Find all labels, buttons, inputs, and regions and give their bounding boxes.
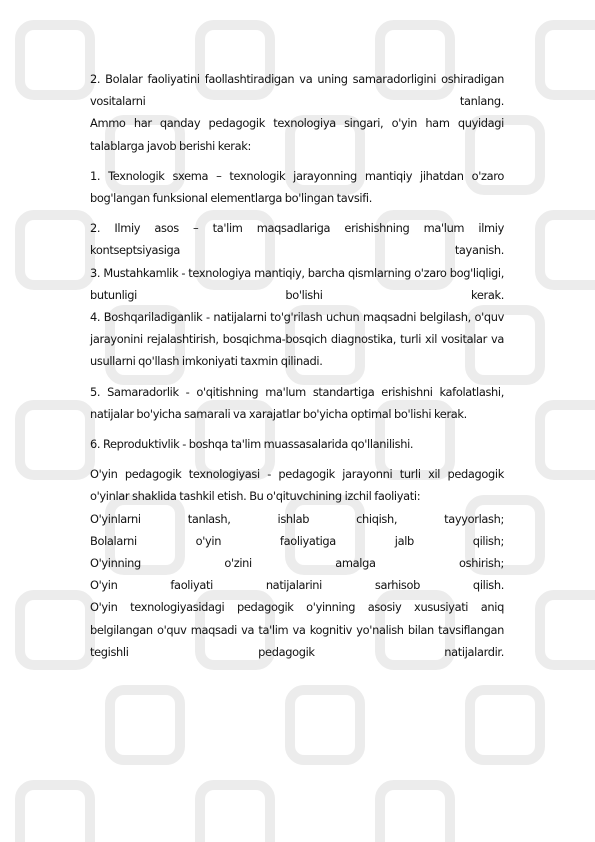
requirement-consistency <box>90 262 504 306</box>
document-page <box>90 68 504 663</box>
paragraph-game-technology <box>90 463 504 507</box>
list-item-summarize-results <box>90 574 504 596</box>
requirement-2-text: 2. Ilmiy asos – ta'lim maqsadlariga erishishning ma'lum ilmiy kontseptsiyasiga tayanish. <box>90 221 504 258</box>
list-item-run-game <box>90 552 504 574</box>
list-item-2-text: Bolalarni o'yin faoliyatiga jalb qilish; <box>90 533 504 548</box>
requirement-efficiency <box>90 381 504 425</box>
requirement-3-text: 3. Mustahkamlik - texnologiya mantiqiy, barcha qismlarning o'zaro bog'liqligi, butunligi bo'lishi kerak. <box>90 265 504 302</box>
requirement-6-text: 6. Reproduktivlik - boshqa ta'lim muassasalarida qo'llanilishi. <box>90 437 414 452</box>
game-technology-text: O'yin pedagogik texnologiyasi - pedagogik jarayonni turli xil pedagogik o'yinlar shaklida tashkil etish. Bu o'qituvchining izchil faoliyati: <box>90 467 504 504</box>
requirement-technological-scheme <box>90 165 504 209</box>
list-item-1-text: O'yinlarni tanlash, ishlab chiqish, tayyorlash; <box>90 511 504 526</box>
list-item-3-text: O'yinning o'zini amalga oshirish; <box>90 556 504 571</box>
paragraph-choose-tools <box>90 68 504 112</box>
paragraph-main-feature <box>90 596 504 663</box>
requirement-manageability <box>90 306 504 373</box>
choose-tools-text: 2. Bolalar faoliyatini faollashtiradigan va uning samaradorligini oshiradigan vositalarni tanlang. <box>90 72 504 109</box>
requirement-1-text: 1. Texnologik sxema – texnologik jarayonning mantiqiy jihatdan o'zaro bog'langan funksional elementlarga bo'lingan tavsifi. <box>90 168 504 206</box>
list-item-select-games <box>90 508 504 530</box>
requirement-4-text: 4. Boshqariladiganlik - natijalarni to'g'rilash uchun maqsadni belgilash, o'quv jarayonini rejalashtirish, bosqichma-bosqich diagnostika, turli xil vositalar va usullarni qo'llash imkoniyati taxmin qilinadi. <box>90 310 504 369</box>
main-feature-text: O'yin texnologiyasidagi pedagogik o'yinning asosiy xususiyati aniq belgilangan o'quv maqsadi va ta'lim va kognitiv yo'nalish bilan tavsiflangan tegishli pedagogik natijalardir. <box>90 600 504 659</box>
requirement-5-text: 5. Samaradorlik - o'qitishning ma'lum standartiga erishishni kafolatlashi, natijalar bo'yicha samarali va xarajatlar bo'yicha optimal bo'lishi kerak. <box>90 384 504 421</box>
paragraph-requirements-intro <box>90 112 504 156</box>
requirements-intro-text: Ammo har qanday pedagogik texnologiya singari, o'yin ham quyidagi talablarga javob berishi kerak: <box>90 116 504 153</box>
requirement-reproducibility <box>90 433 504 455</box>
list-item-engage-children <box>90 530 504 552</box>
list-item-4-text: O'yin faoliyati natijalarini sarhisob qilish. <box>90 578 504 593</box>
requirement-scientific-basis <box>90 217 504 261</box>
